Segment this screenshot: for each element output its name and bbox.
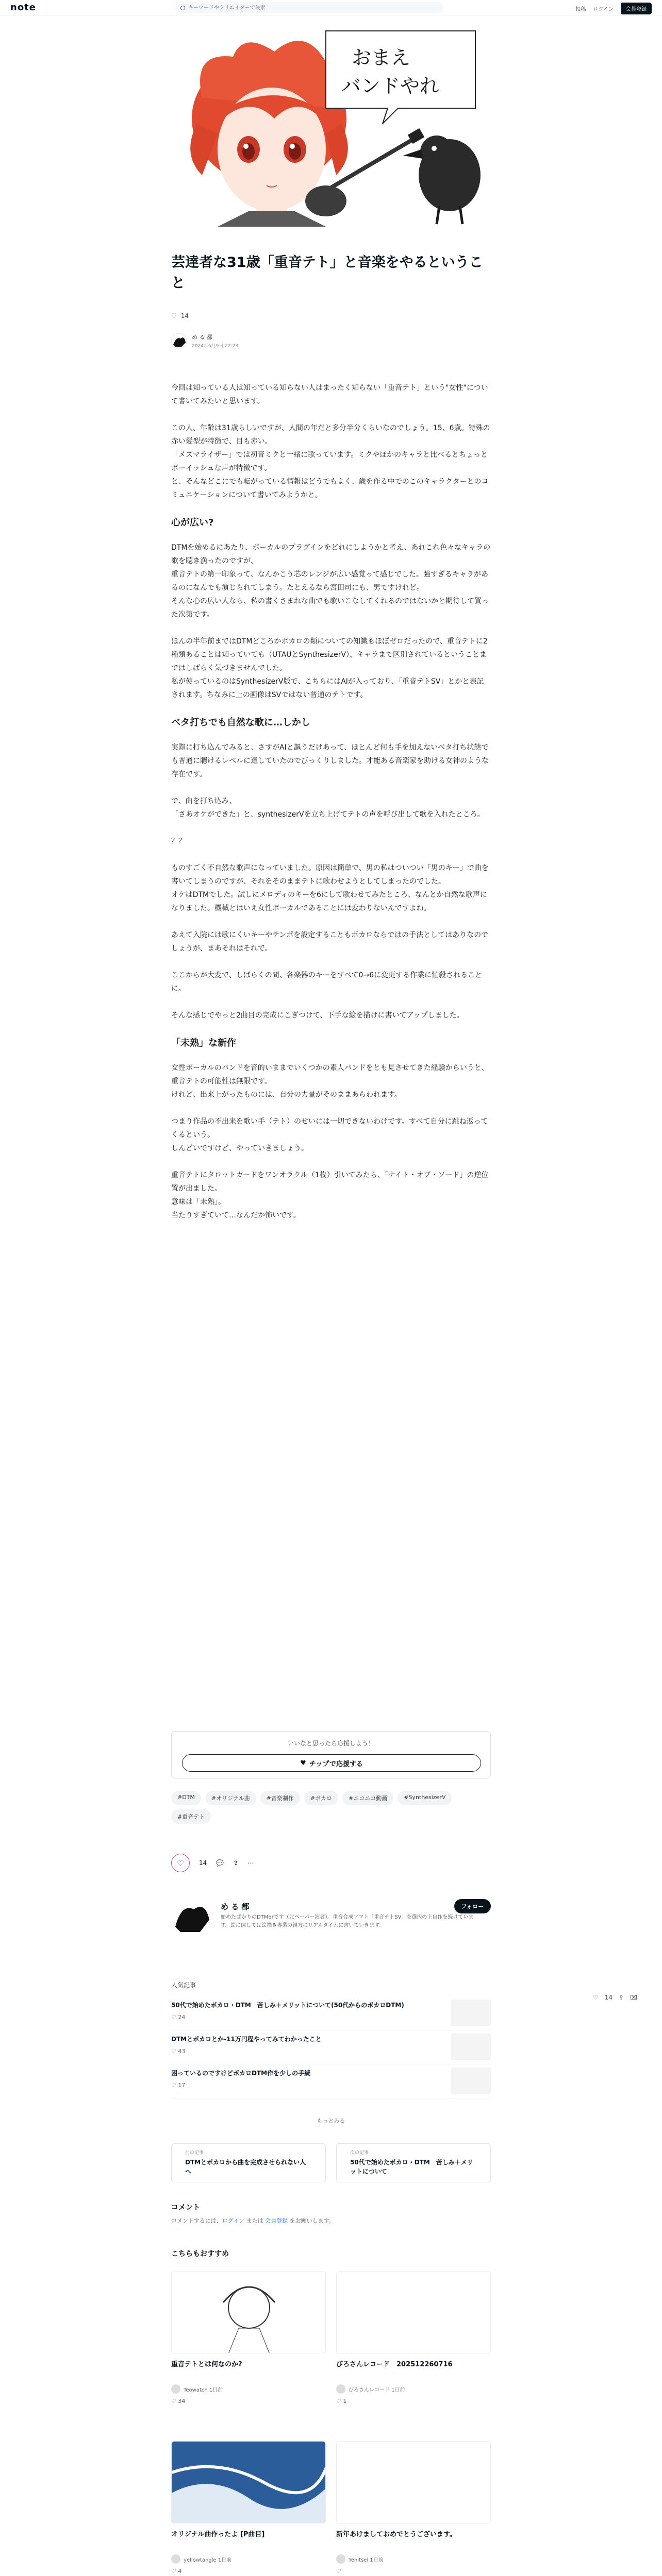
heart-coin-icon: ♥ [300, 1759, 306, 1767]
comments-text-post: をお願いします。 [288, 2217, 335, 2224]
rec-author-avatar [171, 2554, 180, 2564]
rec-card[interactable] [336, 2441, 491, 2576]
float-bookmark-icon[interactable]: ⌧ [630, 1994, 637, 2001]
popular-item-title: DTMとボカロとか-11万円程やってみてわかったこと [171, 2036, 322, 2043]
author-name[interactable]: め る 都 [192, 334, 212, 341]
hero-image [171, 21, 491, 227]
tag-chip[interactable]: #ボカロ [304, 1791, 338, 1805]
paragraph: DTMを始めるにあたり、ボーカルのプラグインをどれにしようかと考え、あれこれ色々なキャラの歌を聴き漁ったのですが、 重音テトの第一印象って、なんかこう芯のレンジが広い感覚って感じでした。強すぎるキャラがあるのになんでも演じられてしまう。たとえるなら宮田司にも、男ですけれど。 そんな心の広い人なら、私の書くさまれな曲でも歌いこなしてくれるのではないかと期待して買った次第です。 [171, 544, 491, 619]
rec-thumbnail [336, 2441, 491, 2523]
prev-label: 前の記事 [185, 2150, 204, 2156]
support-box [171, 1731, 491, 1778]
rec-author-avatar [336, 2384, 345, 2394]
prev-next-nav [171, 2143, 491, 2184]
rec-likes: ♡ 34 [171, 2398, 186, 2404]
comment-signup-link[interactable]: 会員登録 [265, 2217, 288, 2224]
comments-note [171, 2216, 491, 2225]
comments-text: コメントするには、 [171, 2217, 222, 2224]
rec-likes: ♡ 1 [336, 2398, 347, 2404]
rec-author-name: yellowtangle 1日前 [184, 2557, 232, 2563]
section-heading: 心が広い? [171, 517, 214, 528]
rec-card[interactable] [336, 2271, 491, 2426]
prev-title: DTMとボカロから曲を完成させられない人へ [185, 2159, 306, 2175]
paragraph: 今回は知っている人は知っている知らない人はまったく知らない「重音テト」という"女性"について書いてみたいと思います。 [171, 384, 488, 405]
rec-title: びろさんレコード 202512260716 [336, 2361, 453, 2368]
paragraph: そんな感じでやっと2曲目の完成にこぎつけて、下手な絵を描けに書いてアップしました。 [171, 1011, 464, 1020]
search-bar[interactable] [175, 2, 443, 13]
comments-section [171, 2202, 491, 2225]
paragraph: あえて入院には歌にくいキーやテンポを設定することもボカロならではの手法としてはありなのでしょうが、まあそれはそれで。 [171, 931, 489, 953]
signup-button[interactable]: 会員登録 [621, 3, 652, 14]
creator-name[interactable]: め る 都 [221, 1902, 250, 1911]
note-logo[interactable]: note [10, 2, 36, 13]
popular-item[interactable] [171, 2030, 491, 2064]
rec-author-name: Yenitsei 1日前 [349, 2557, 384, 2563]
recs-title: こちらもおすすめ [171, 2250, 229, 2258]
tip-button-label: チップで応援する [309, 1760, 363, 1768]
paragraph: ここからが大変で、しばらくの間、各楽器のキーをすべて0→6に変更する作業に忙殺されることに。 [171, 971, 482, 993]
popular-item-thumbnail [451, 2033, 491, 2060]
popular-articles [171, 1980, 491, 2098]
paragraph: ？？ [171, 837, 186, 845]
paragraph: 重音テトにタロットカードをワンオラクル（1枚）引いてみたら、「ナイト・オブ・ソード」の逆位置が出ました。 意味は「未熟」。 当たりすぎていて…なんだか怖いです。 [171, 1171, 489, 1219]
search-input[interactable] [188, 5, 415, 11]
creator-avatar-icon [171, 1896, 212, 1937]
rec-thumbnail [171, 2271, 326, 2353]
float-heart-icon[interactable]: ♡ [593, 1994, 599, 2001]
like-button[interactable] [171, 1854, 190, 1872]
author-avatar-icon [171, 333, 187, 349]
tip-button[interactable] [182, 1754, 481, 1772]
popular-list [171, 1996, 491, 2098]
tag-chip[interactable]: #オリジナル曲 [205, 1791, 256, 1805]
article-title: 芸達者な31歳「重音テト」と音楽をやるということ [171, 255, 483, 291]
tag-chip[interactable]: #ニコニコ動画 [342, 1791, 393, 1805]
article-actions [171, 1854, 491, 1872]
paragraph: つまり作品の不出来を歌い手（テト）のせいには一切できないわけです。すべて自分に跳ね返ってくるという。 しんどいですけど、やっていきましょう。 [171, 1117, 488, 1153]
creator-avatar[interactable] [171, 1896, 212, 1937]
paragraph: 女性ボーカルのバンドを音的いままでいくつかの素人バンドをとも見させてきた経験からいうと、 重音テトの可能性は無限です。 けれど、出来上がったものには、自分の力量がそのままあらわれます。 [171, 1064, 489, 1099]
popular-like-count: 24 [178, 2014, 186, 2021]
rec-title: 新年あけましておめでとうございます。 [336, 2531, 456, 2538]
next-article[interactable] [336, 2143, 491, 2182]
post-button[interactable]: 投稿 [575, 7, 586, 12]
float-like-count: 14 [604, 1994, 613, 2001]
popular-item-likes: ♡ 43 [171, 2048, 186, 2055]
author-meta [192, 333, 238, 349]
comments-text-mid: または [244, 2217, 266, 2224]
speech-text-line2: バンドやれ [341, 75, 440, 97]
rec-title: 重音テトとは何なのか? [171, 2361, 242, 2368]
more-icon[interactable]: ⋯ [247, 1859, 254, 1867]
recommendations [171, 2248, 491, 2576]
rec-title: オリジナル曲作ったよ [P曲目] [171, 2531, 265, 2538]
tag-chip[interactable]: #DTM [171, 1791, 201, 1805]
rec-author[interactable] [171, 2554, 326, 2564]
rec-likes: ♡ 4 [171, 2568, 182, 2574]
creator-profile [171, 1896, 491, 1953]
follow-button[interactable]: フォロー [454, 1899, 491, 1913]
popular-item-likes: ♡ 17 [171, 2082, 186, 2089]
hero-illustration [171, 21, 491, 227]
rec-author-name: びろさんレコード 1日前 [349, 2387, 405, 2393]
author-avatar[interactable] [171, 333, 187, 349]
article-body [171, 381, 491, 1235]
rec-like-count: 1 [343, 2398, 347, 2404]
recs-grid [171, 2271, 491, 2576]
creator-bio: 始めたばかりのDTMerです（元ペーパー演者）。重音合成ソフト「重音テトSV」を選択の上自作を続けています。絵に関しては絵描き専業の親方にリアルタイムに書いていきます。 [221, 1914, 474, 1928]
rec-author-avatar [336, 2554, 345, 2564]
popular-item-title: 困っているのですけどボカロDTM作を少しの手続 [171, 2070, 311, 2077]
paragraph: ほんの半年前まではDTMどころかボカロの類についての知識もほぼゼロだったので、重音テトに2種類あることは知っていても（UTAUとSynthesizerV）、キャラまで区別されているということまではしばらく気づきませんでした。 私が使っているのはSynthesizerV版で、こちらにはAIが入っており、「重音テトSV」とかと表記されます。ちなみに上の画像はSVではない普通のテトです。 [171, 637, 488, 699]
tag-chip[interactable]: #重音テト [171, 1809, 211, 1824]
search-icon [180, 6, 185, 10]
article-like-row [171, 312, 491, 319]
popular-item-likes: ♡ 24 [171, 2014, 186, 2021]
support-label: いいなと思ったら応援しよう！ [287, 1740, 374, 1747]
float-share-icon[interactable]: ⇪ [619, 1994, 624, 2001]
floating-actions [593, 1994, 637, 2001]
popular-item-title: 50代で始めたボカロ・DTM 苦しみ＋メリットについて(50代からのボカロDTM) [171, 2002, 404, 2009]
rec-like-count: 4 [178, 2568, 182, 2574]
rec-author[interactable] [336, 2384, 491, 2394]
rec-thumbnail [171, 2441, 326, 2523]
comment-icon[interactable]: 💬 [216, 1859, 224, 1867]
next-title: 50代で始めたボカロ・DTM 苦しみ＋メリットについて [350, 2159, 473, 2175]
rec-author[interactable] [336, 2554, 491, 2564]
top-header [0, 0, 662, 15]
popular-item[interactable] [171, 1996, 491, 2030]
popular-like-count: 17 [178, 2082, 186, 2089]
section-heading: 「未熟」な新作 [171, 1038, 236, 1048]
next-label: 次の記事 [350, 2150, 369, 2156]
rec-card[interactable] [171, 2441, 326, 2576]
popular-item-thumbnail [451, 1999, 491, 2026]
login-button[interactable]: ログイン [593, 7, 614, 12]
article-date: 2024年6月9日 22:23 [192, 344, 239, 349]
paragraph: ものすごく不自然な歌声になっていました。原因は簡単で、男の私はついつい「男のキー」で曲を書いてしまうのですが、それをそのままテトに歌わせようとしてしまったのでした。 オケはDTMでした。試しにメロディのキーを6にして歌わせてみたところ、なんとか自然な歌声になりました。機械とはいえ女性ボーカルであることには変わりないんですよね。 [171, 864, 489, 912]
rec-card[interactable] [171, 2271, 326, 2426]
rec-author-avatar [171, 2384, 180, 2394]
rec-likes: ♡ [336, 2568, 341, 2574]
header-actions [576, 3, 652, 14]
popular-label: 人気記事 [171, 1981, 196, 1989]
article-author[interactable] [171, 333, 491, 349]
article-like-count: 14 [180, 312, 189, 319]
tag-list [171, 1791, 491, 1824]
rec-like-count: 34 [178, 2398, 186, 2404]
like-count: 14 [199, 1859, 207, 1867]
rec-author[interactable] [171, 2384, 326, 2394]
popular-item[interactable] [171, 2064, 491, 2098]
share-icon[interactable]: ⇪ [233, 1859, 239, 1867]
rec-author-name: Teowatch 1日前 [184, 2387, 223, 2393]
more-link[interactable]: もっとみる [317, 2117, 345, 2124]
paragraph: この人、年齢は31歳らしいですが、人間の年だと多分半分くらいなのでしょう。15、6歳。特殊の赤い髪型が特徴で、目も赤い。 「メズマライザー」では初音ミクと一緒に歌っています。ミクやほかのキャラと比べるとちょっとボーイッシュな声が特徴です。 と、そんなどこにでも転がっている情報はどうでもよく、歳を作る中でのこのキャラクターとのコミュニケーションについて書いてみようかと。 [171, 424, 490, 499]
tag-chip[interactable]: #SynthesizerV [398, 1791, 452, 1805]
section-heading: ベタ打ちでも自然な歌に…しかし [171, 717, 310, 728]
tag-chip[interactable]: #音楽制作 [260, 1791, 300, 1805]
comment-login-link[interactable]: ログイン [222, 2217, 245, 2224]
heart-icon: ♡ [176, 1858, 185, 1868]
popular-item-thumbnail [451, 2067, 491, 2094]
prev-article[interactable] [171, 2143, 326, 2182]
rec-thumbnail [336, 2271, 491, 2353]
heart-icon[interactable]: ♡ [171, 312, 177, 319]
comments-title: コメント [171, 2204, 200, 2212]
speech-text-line1: おまえ [352, 46, 411, 69]
paragraph: で、曲を打ち込み、 「さあオケができた」と、synthesizerVを立ち上げてテトの声を呼び出して歌を入れたところ。 [171, 797, 485, 819]
popular-like-count: 43 [178, 2048, 186, 2055]
paragraph: 実際に打ち込んでみると、さすがAIと謳うだけあって、ほとんど何も手を加えないベタ打ち状態でも普通に聴けるレベルに達していたのでびっくりしました。才能ある音楽家を助ける女神のような存在です。 [171, 743, 489, 778]
